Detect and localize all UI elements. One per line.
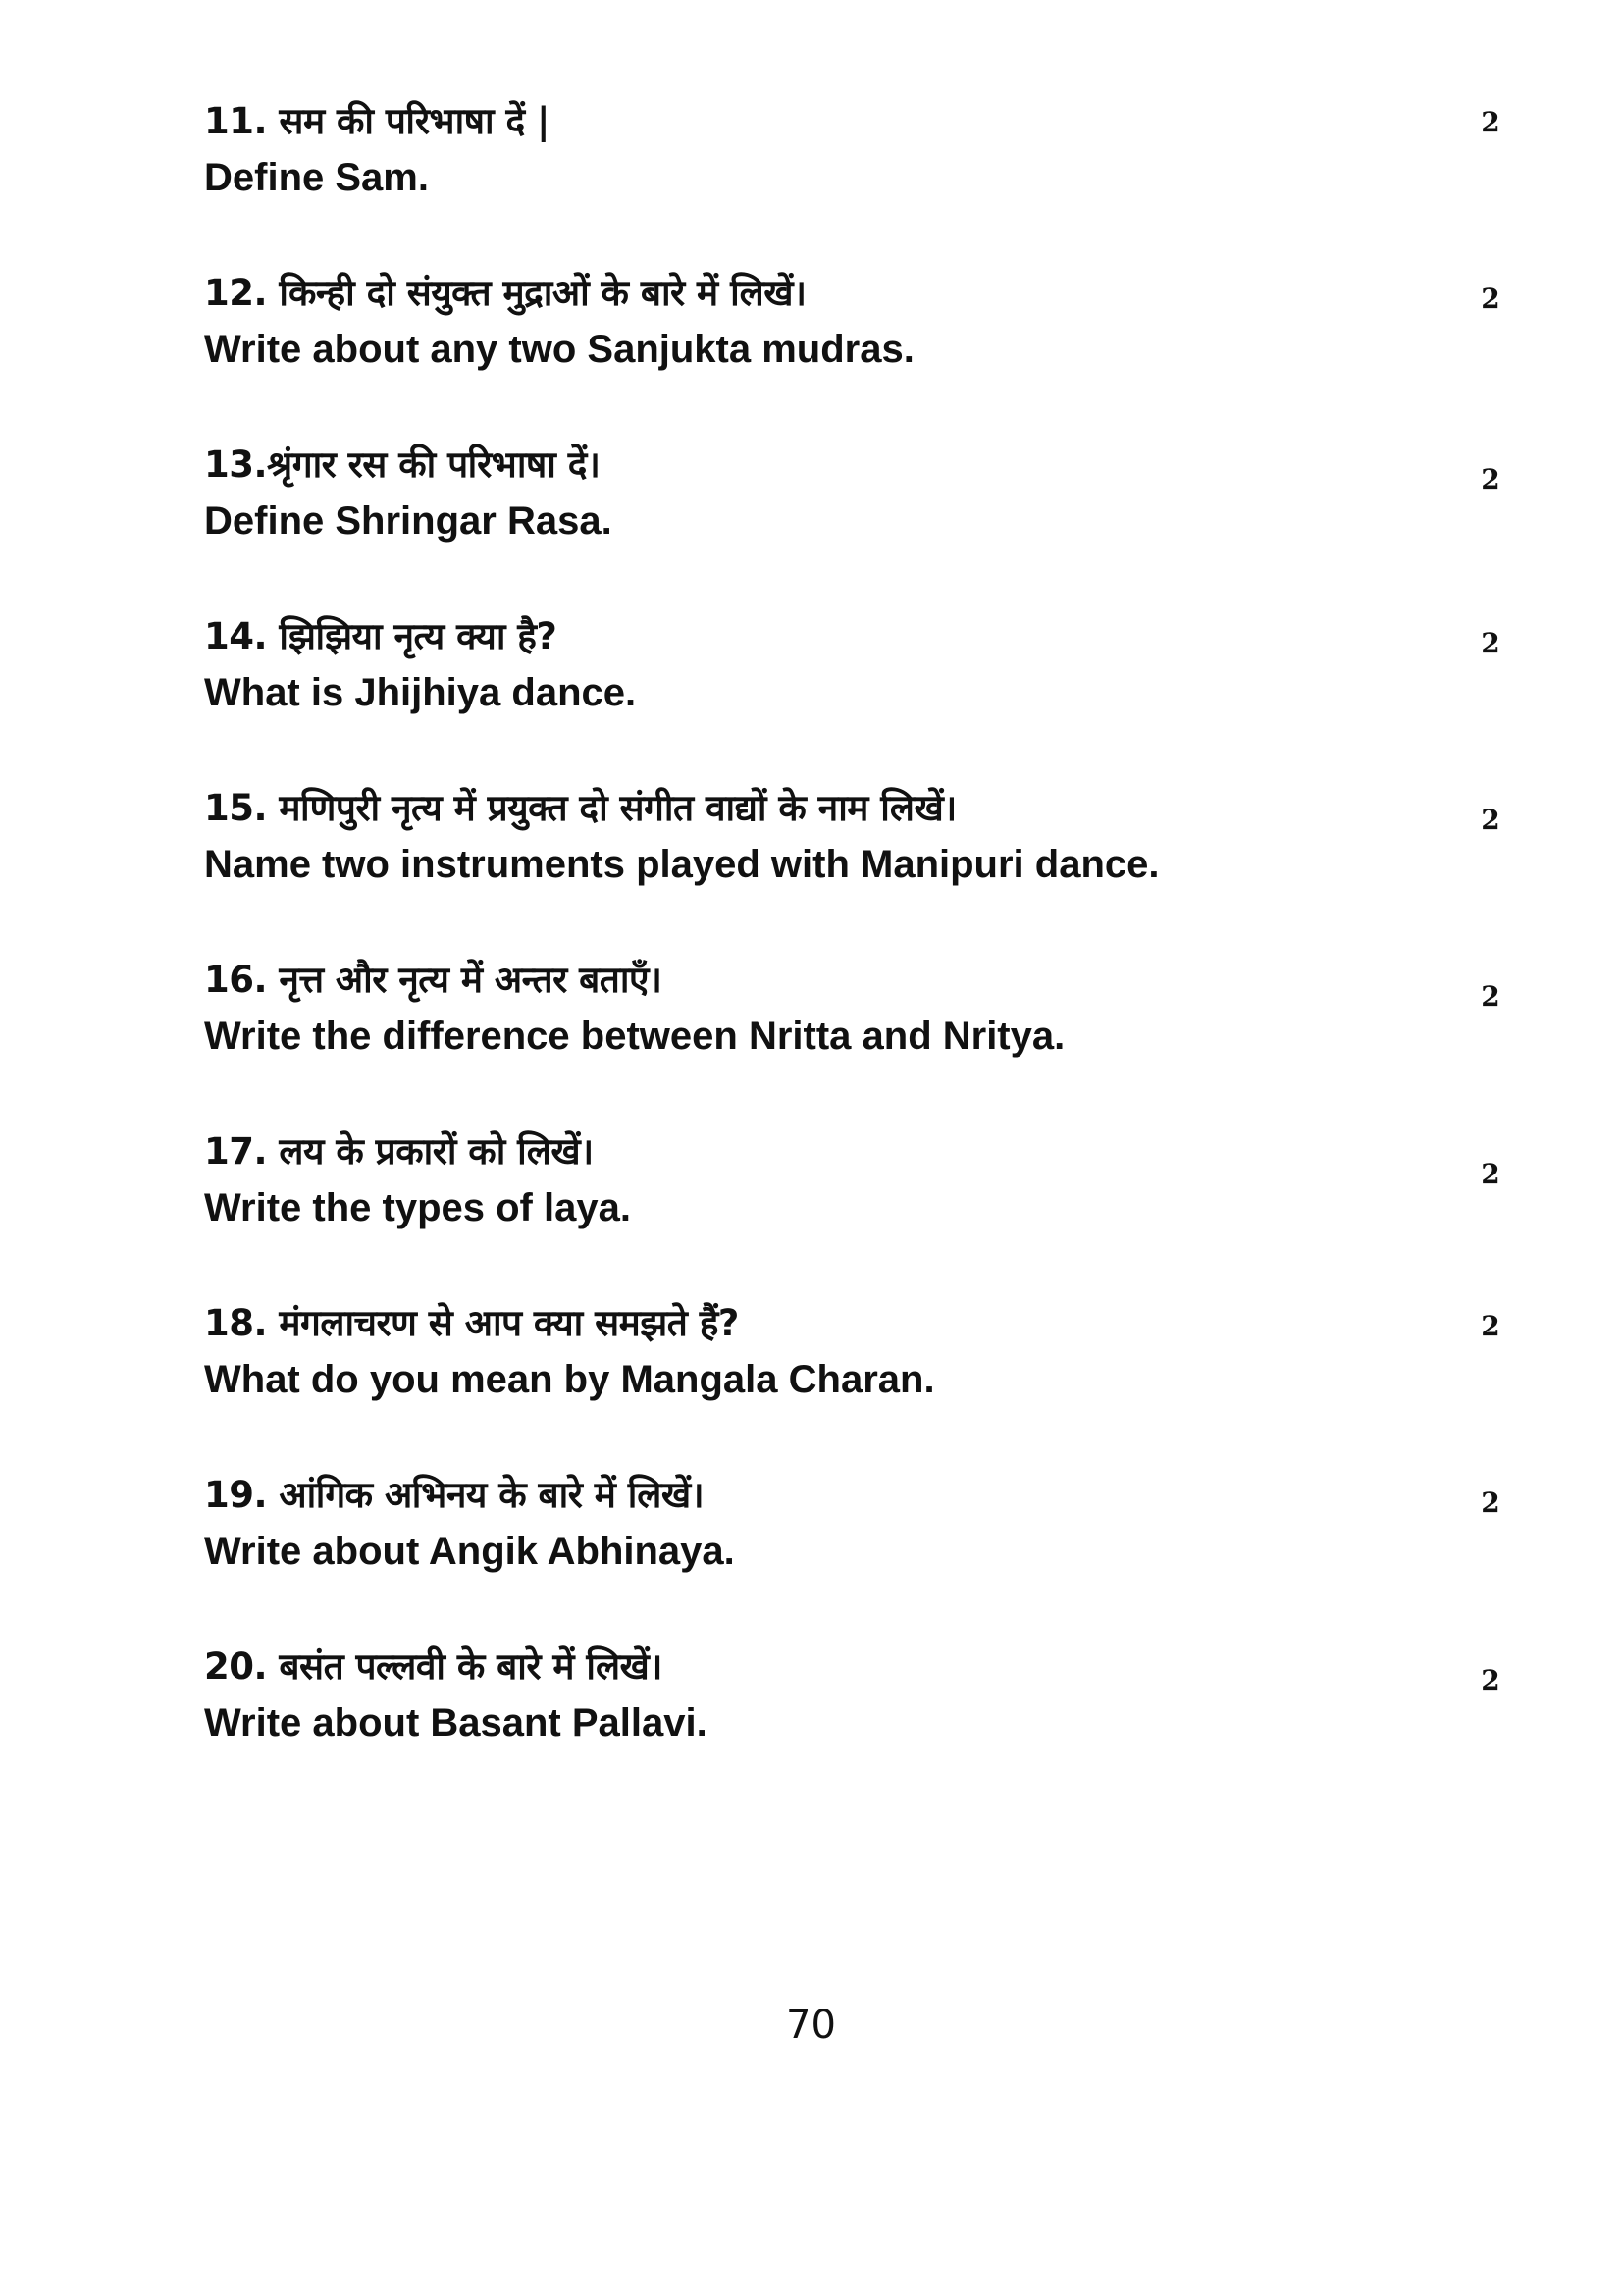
marks-label: 2 bbox=[1481, 1487, 1500, 1519]
question-english-text: Write the types of laya. bbox=[204, 1186, 631, 1229]
question-hindi-text: 19. आंगिक अभिनय के बारे में लिखें। bbox=[204, 1474, 705, 1516]
question-english-text: Define Shringar Rasa. bbox=[204, 499, 612, 543]
page-number: 70 bbox=[786, 2003, 836, 2048]
question-19 bbox=[204, 1468, 1431, 1580]
marks-label: 2 bbox=[1481, 463, 1500, 496]
question-hindi-text: 13.श्रृंगार रस की परिभाषा दें। bbox=[204, 444, 601, 486]
question-english-text: Define Sam. bbox=[204, 156, 429, 199]
question-hindi-text: 16. नृत्त और नृत्य में अन्तर बताएँ। bbox=[204, 959, 662, 1001]
question-hindi-text: 11. सम की परिभाषा दें | bbox=[204, 100, 550, 142]
marks-label: 2 bbox=[1481, 1310, 1500, 1342]
question-15 bbox=[204, 781, 1431, 893]
question-hindi-text: 17. लय के प्रकारों को लिखें। bbox=[204, 1130, 594, 1173]
question-english-text: Write about Basant Pallavi. bbox=[204, 1701, 707, 1745]
marks-label: 2 bbox=[1481, 1664, 1500, 1696]
question-english-text: What do you mean by Mangala Charan. bbox=[204, 1358, 935, 1401]
question-14 bbox=[204, 609, 1431, 721]
marks-label: 2 bbox=[1481, 283, 1500, 315]
question-20 bbox=[204, 1640, 1431, 1751]
question-12 bbox=[204, 266, 1431, 378]
question-hindi-text: 14. झिझिया नृत्य क्या है? bbox=[204, 615, 557, 657]
question-13 bbox=[204, 438, 1431, 549]
question-english-text: Write about any two Sanjukta mudras. bbox=[204, 328, 915, 371]
question-11 bbox=[204, 94, 1431, 206]
marks-label: 2 bbox=[1481, 1158, 1500, 1190]
question-english-text: What is Jhijhiya dance. bbox=[204, 671, 637, 714]
question-18 bbox=[204, 1296, 1431, 1408]
question-hindi-text: 15. मणिपुरी नृत्य में प्रयुक्त दो संगीत वाद्यों के नाम लिखें। bbox=[204, 787, 957, 829]
question-english-text: Write the difference between Nritta and Nritya. bbox=[204, 1015, 1066, 1058]
question-hindi-text: 18. मंगलाचरण से आप क्या समझते हैं? bbox=[204, 1302, 739, 1344]
marks-label: 2 bbox=[1481, 627, 1500, 659]
marks-label: 2 bbox=[1481, 804, 1500, 836]
question-16 bbox=[204, 953, 1431, 1065]
question-17 bbox=[204, 1124, 1431, 1236]
question-english-text: Name two instruments played with Manipuri dance. bbox=[204, 843, 1160, 886]
marks-label: 2 bbox=[1481, 980, 1500, 1013]
question-hindi-text: 12. किन्ही दो संयुक्त मुद्राओं के बारे में लिखें। bbox=[204, 272, 807, 314]
question-hindi-text: 20. बसंत पल्लवी के बारे में लिखें। bbox=[204, 1645, 662, 1688]
marks-label: 2 bbox=[1481, 106, 1500, 138]
question-english-text: Write about Angik Abhinaya. bbox=[204, 1530, 735, 1573]
